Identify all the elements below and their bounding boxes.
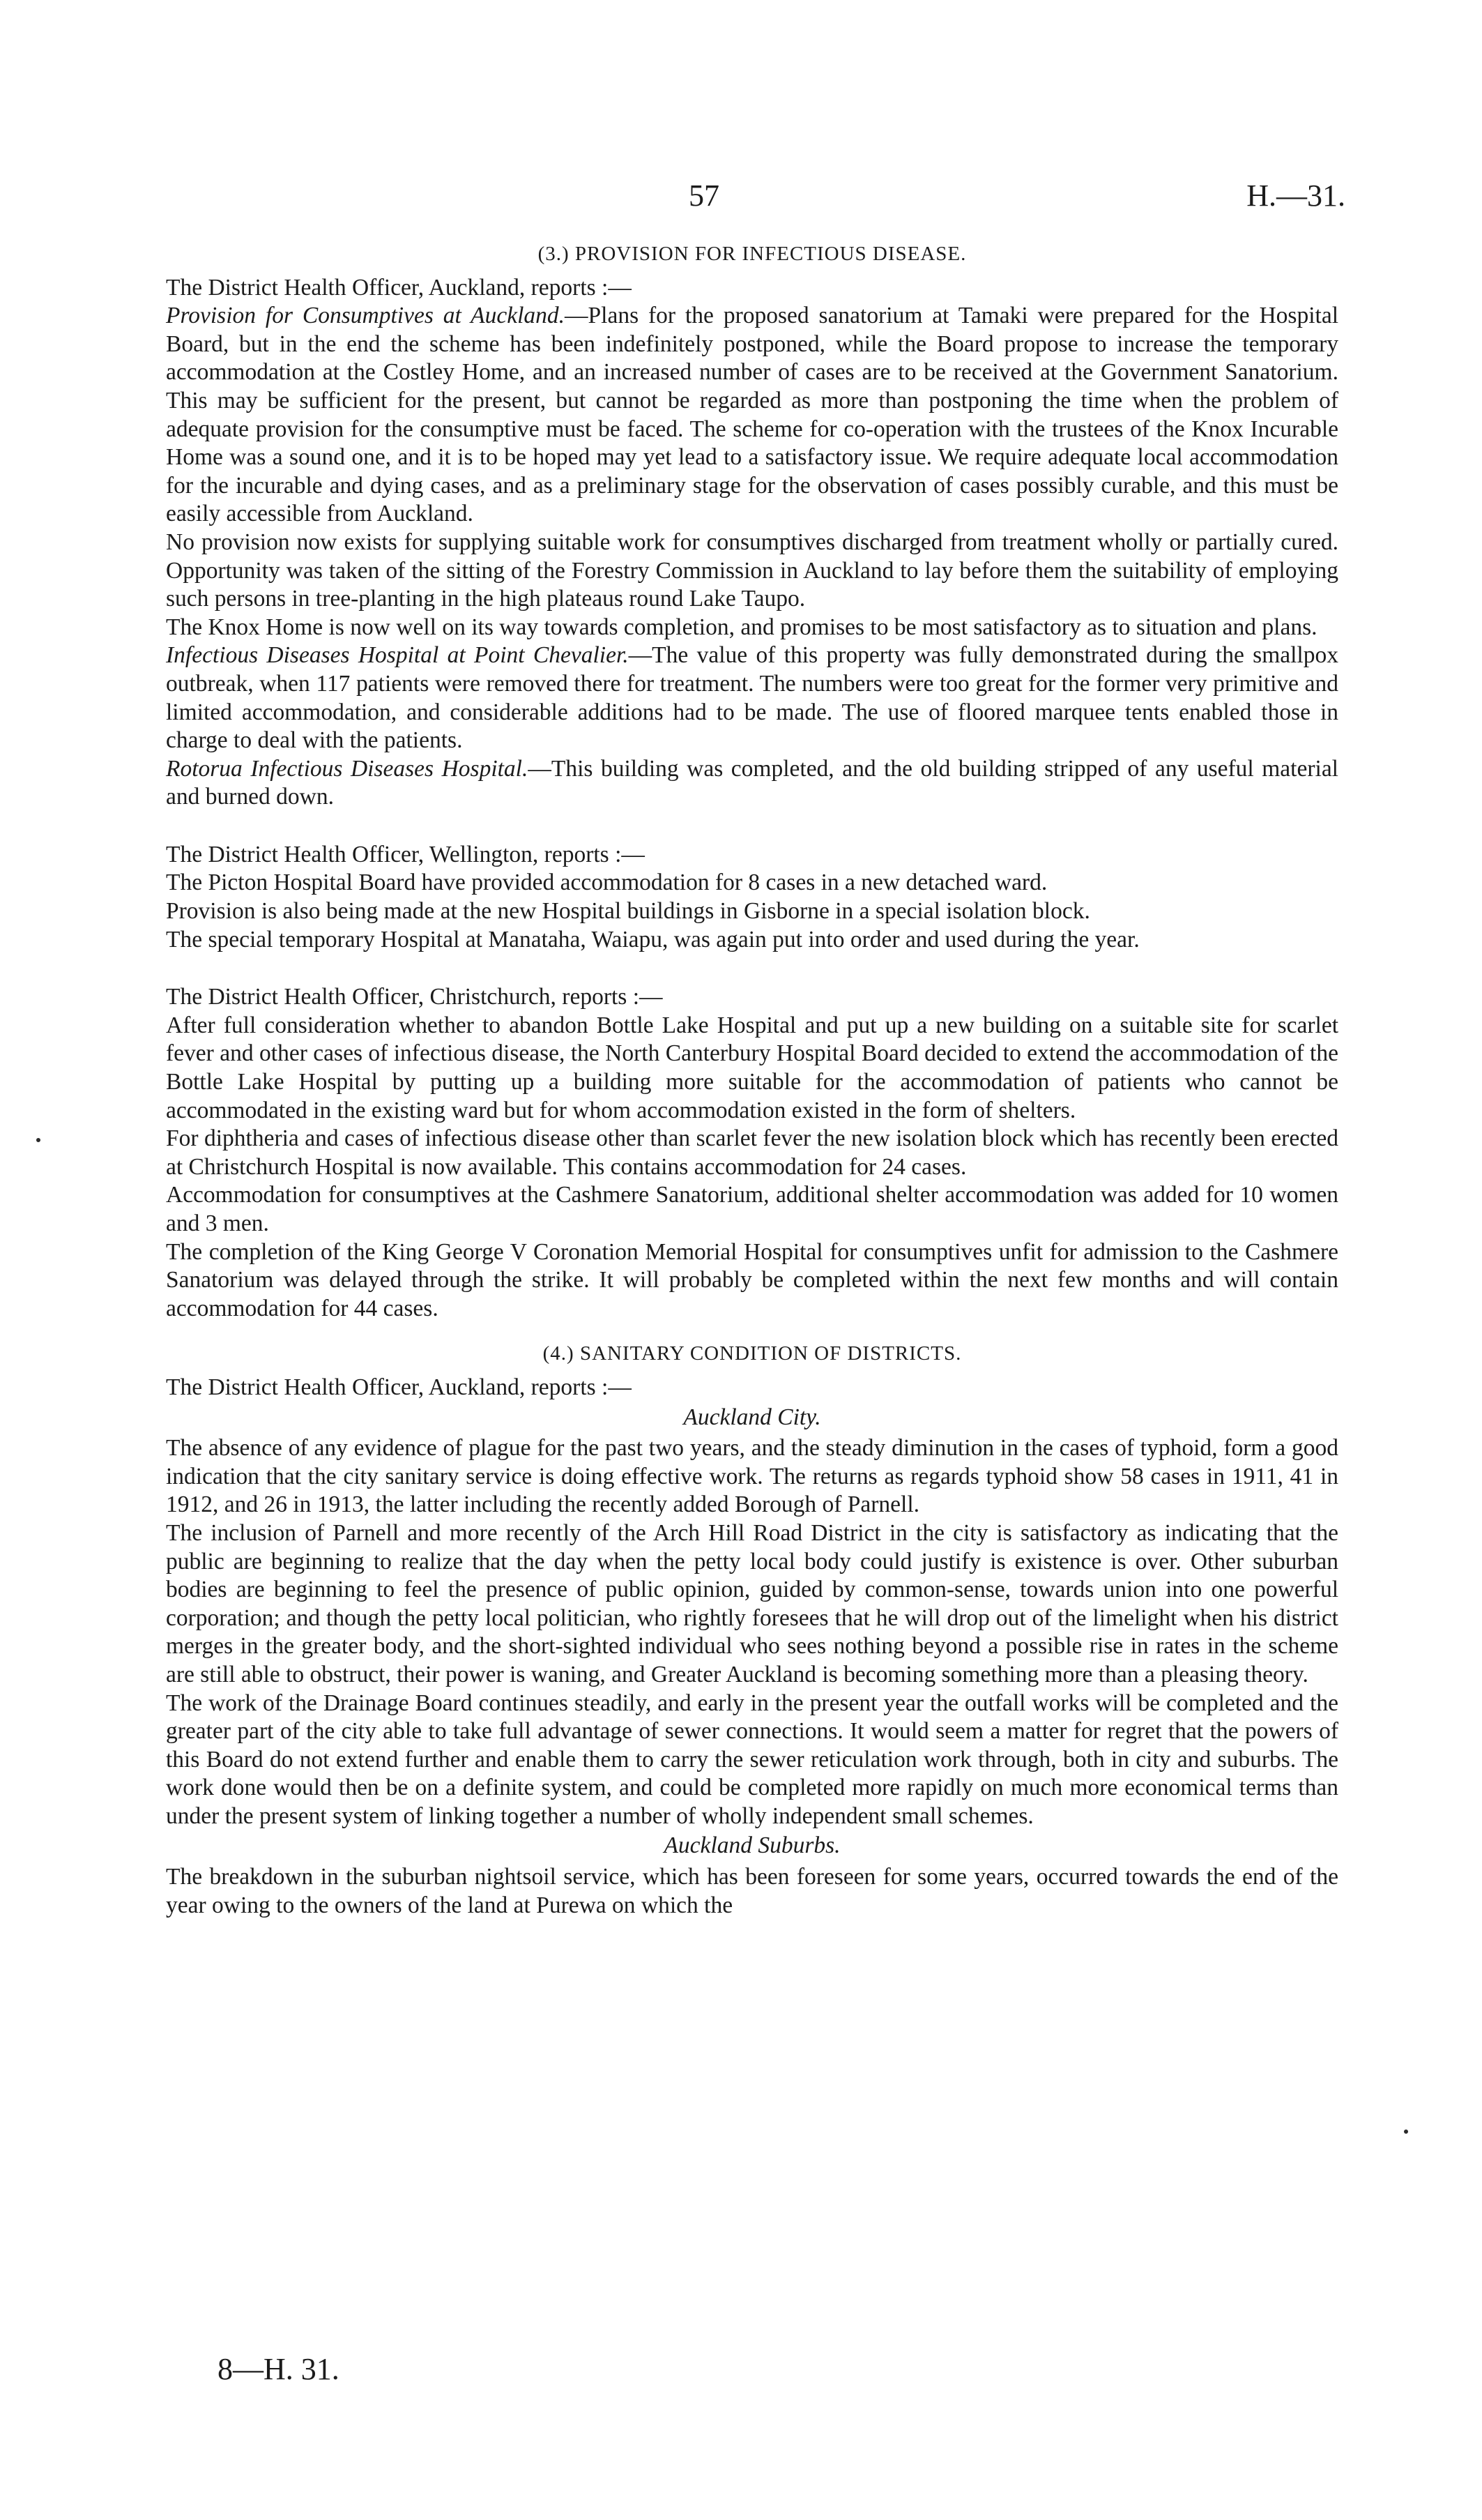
spacer	[166, 954, 1338, 983]
paragraph-nightsoil: The breakdown in the suburban nightsoil service, which has been foreseen for some years, occurred towards the end of the year owing to the owners of the land at Purewa on which the	[166, 1864, 1338, 1918]
report-intro-christchurch: The District Health Officer, Christchurch, reports :—	[166, 984, 663, 1010]
page-number: 57	[689, 179, 719, 213]
paragraph-knox-home: The Knox Home is now well on its way towards completion, and promises to be most satisfactory as to situation and plans.	[166, 614, 1317, 640]
spacer	[166, 1323, 1338, 1337]
spacer	[166, 812, 1338, 841]
paragraph-lead-rotorua: Rotorua Infectious Diseases Hospital.	[166, 755, 528, 782]
report-intro-auckland: The District Health Officer, Auckland, reports :—	[166, 274, 632, 301]
section-heading-sanitary-condition: (4.) SANITARY CONDITION OF DISTRICTS.	[542, 1342, 962, 1365]
document-reference: H.—31.	[1246, 179, 1345, 213]
document-body	[166, 237, 1338, 1920]
paragraph-picton: The Picton Hospital Board have provided accommodation for 8 cases in a new detached ward.	[166, 870, 1048, 896]
footer-signature: 8—H. 31.	[217, 2352, 339, 2386]
paragraph-drainage-board: The work of the Drainage Board continues steadily, and early in the present year the outfall works will be completed and the greater part of the city able to take full advantage of sewer connections. It would seem a matter for regret that the powers of this Board do not extend further and enable them to carry the sewer reticulation work through, both in city and suburbs. The work done would then be on a definite system, and could be completed more rapidly on much more economical terms than under the present system of linking together a number of wholly independent small schemes.	[166, 1690, 1338, 1829]
paragraph-manataha: The special temporary Hospital at Manataha, Waiapu, was again put into order and used during the year.	[166, 926, 1140, 952]
paragraph-lead-consumptives: Provision for Consumptives at Auckland.	[166, 303, 565, 329]
report-intro-auckland-sanitary: The District Health Officer, Auckland, reports :—	[166, 1374, 632, 1400]
paragraph-rotorua	[166, 755, 1338, 812]
paragraph-plague-typhoid: The absence of any evidence of plague for the past two years, and the steady diminution in the cases of typhoid, form a good indication that the city sanitary service is doing effective work. The returns as regards typhoid show 58 cases in 1911, 41 in 1912, and 26 in 1913, the latter including the recently added Borough of Parnell.	[166, 1435, 1338, 1518]
paragraph-lead-point-chevalier: Infectious Diseases Hospital at Point Chevalier.	[166, 642, 629, 669]
paragraph-gisborne: Provision is also being made at the new Hospital buildings in Gisborne in a special isolation block.	[166, 898, 1090, 925]
paragraph-point-chevalier	[166, 642, 1338, 754]
paragraph-text-point-chevalier: —The value of this property was fully demonstrated during the smallpox outbreak, when 117 patients were removed there for treatment. The numbers were too great for the former very primitive and limited accommodation, and considerable additions had to be made. The use of floored marquee tents enabled those in charge to deal with the patients.	[166, 642, 1338, 754]
paragraph-text-rotorua: —This building was completed, and the old building stripped of any useful material and burned down.	[166, 755, 1338, 810]
paragraph-diphtheria: For diphtheria and cases of infectious disease other than scarlet fever the new isolation block which has recently been erected at Christchurch Hospital is now available. This contains accommodation for 24 cases.	[166, 1125, 1338, 1180]
paragraph-cashmere: Accommodation for consumptives at the Cashmere Sanatorium, additional shelter accommodation was added for 10 women and 3 men.	[166, 1182, 1338, 1236]
paragraph-consumptives	[166, 302, 1338, 529]
paragraph-work-for-consumptives: No provision now exists for supplying suitable work for consumptives discharged from treatment wholly or partially cured. Opportunity was taken of the sitting of the Forestry Commission in Auckland to lay before them the suitability of employing such persons in tree-planting in the high plateaus round Lake Taupo.	[166, 529, 1338, 612]
subheading-auckland-city: Auckland City.	[683, 1404, 821, 1430]
paragraph-bottle-lake: After full consideration whether to abandon Bottle Lake Hospital and put up a new building on a suitable site for scarlet fever and other cases of infectious disease, the North Canterbury Hospital Board decided to extend the accommodation of the Bottle Lake Hospital by putting up a building more suitable for the accommodation of patients who cannot be accommodated in the existing ward but for whom accommodation existed in the form of shelters.	[166, 1012, 1338, 1123]
paragraph-king-george: The completion of the King George V Coronation Memorial Hospital for consumptives unfit for admission to the Cashmere Sanatorium was delayed through the strike. It will probably be completed within the next few months and will contain accommodation for 44 cases.	[166, 1238, 1338, 1321]
paragraph-parnell: The inclusion of Parnell and more recently of the Arch Hill Road District in the city is satisfactory as indicating that the public are beginning to realize that the day when the petty local body could justify is existence is over. Other suburban bodies are beginning to feel the presence of public opinion, guided by common-sense, towards union into one powerful corporation; and though the petty local politician, who rightly foresees that he will drop out of the limelight when his district merges in the greater body, and the short-sighted individual who sees nothing beyond a possible rise in rates in the scheme are still able to obstruct, their power is waning, and Greater Auckland is becoming something more than a pleasing theory.	[166, 1519, 1338, 1687]
margin-dot	[1404, 2130, 1408, 2134]
paragraph-text-consumptives: —Plans for the proposed sanatorium at Tamaki were prepared for the Hospital Board, but in the end the scheme has been indefinitely postponed, while the Board propose to increase the temporary accommodation at the Costley Home, and an increased number of cases are to be received at the Government Sanatorium. This may be sufficient for the present, but cannot be regarded as more than postponing the time when the problem of adequate provision for the consumptive must be faced. The scheme for co-operation with the trustees of the Knox Incurable Home was a sound one, and it is to be hoped may yet lead to a satisfactory issue. We require adequate local accommodation for the incurable and dying cases, and as a preliminary stage for the observation of cases possibly curable, and this must be easily accessible from Auckland.	[166, 303, 1338, 527]
report-intro-wellington: The District Health Officer, Wellington, reports :—	[166, 841, 645, 867]
section-heading-infectious-disease: (3.) PROVISION FOR INFECTIOUS DISEASE.	[537, 243, 967, 265]
subheading-auckland-suburbs: Auckland Suburbs.	[664, 1832, 841, 1859]
margin-dot	[36, 1138, 40, 1142]
